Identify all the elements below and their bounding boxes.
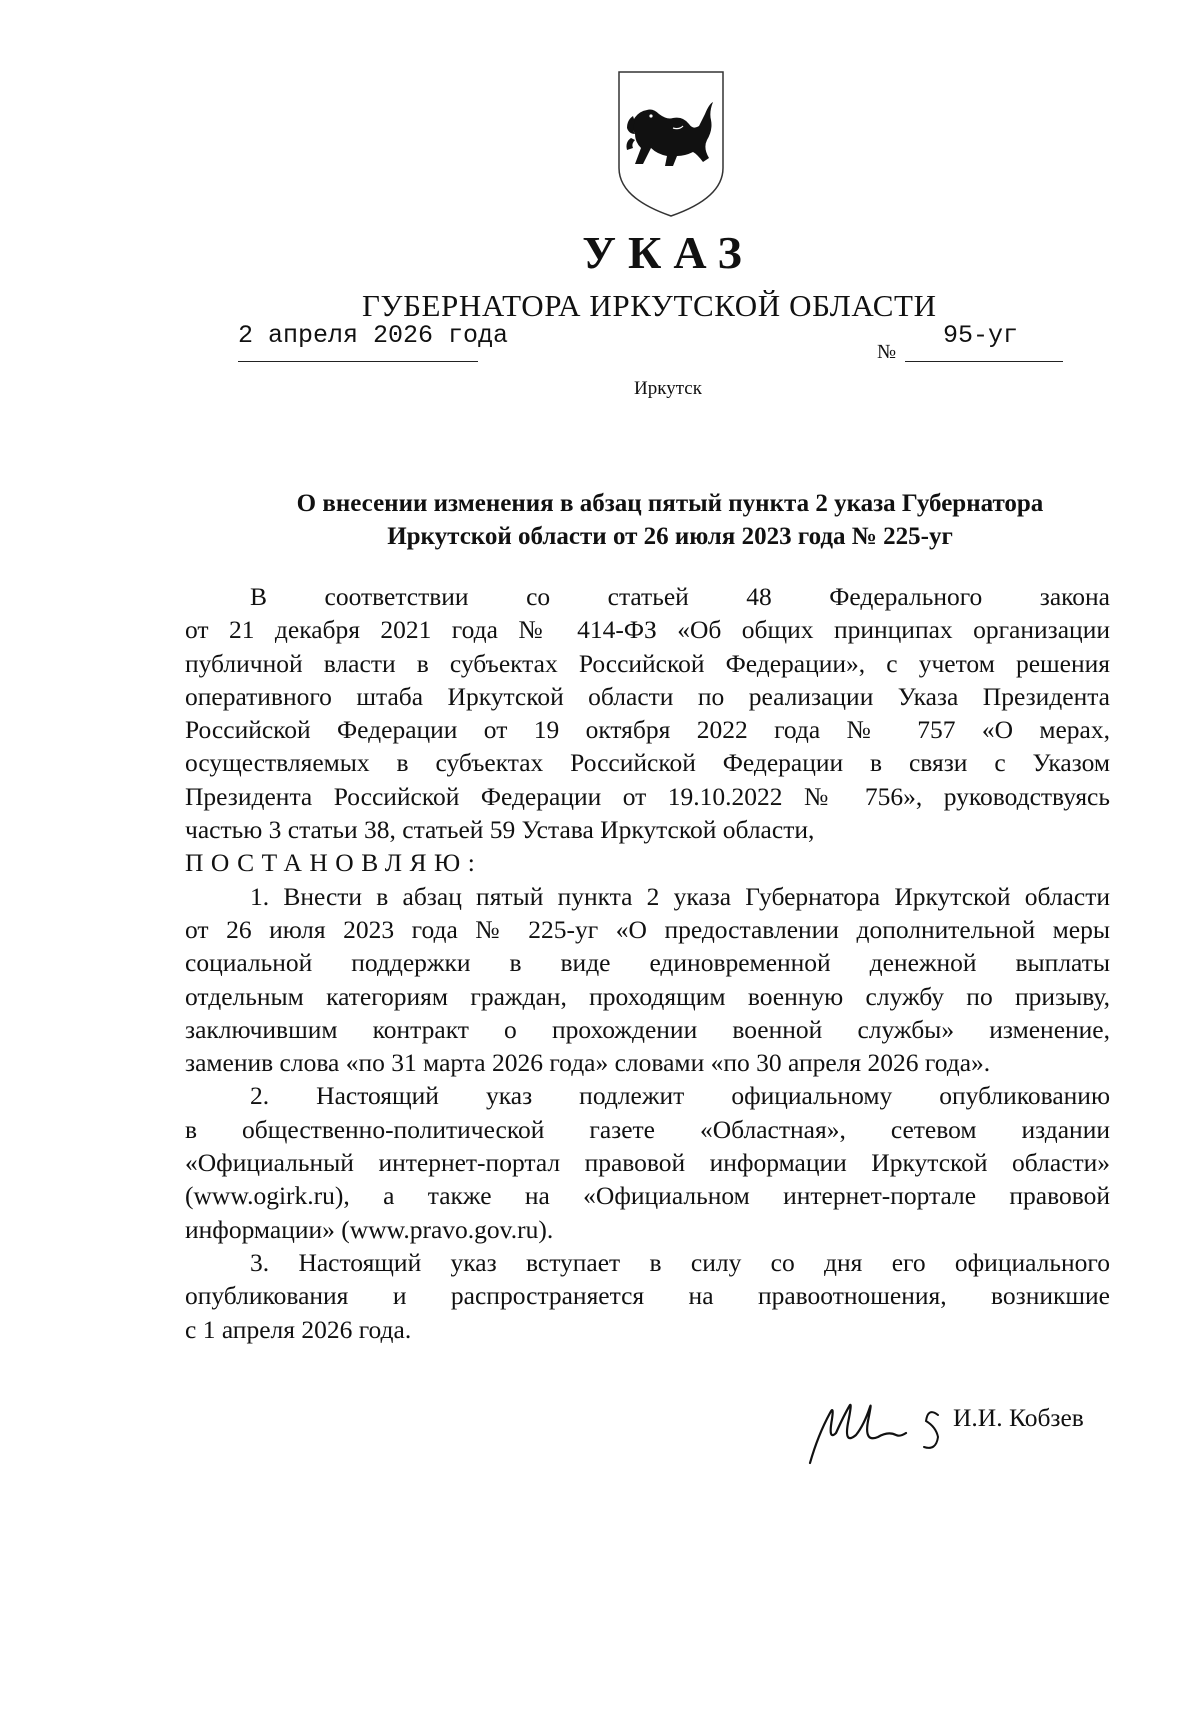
item-line: от 26 июля 2023 года № 225-уг «О предоставлении дополнительной меры [185,914,1110,944]
item-line: с 1 апреля 2026 года. [185,1314,412,1344]
item-line: заключившим контракт о прохождении военной службы» изменение, [185,1014,1110,1044]
item-line: «Официальный интернет-портал правовой информации Иркутской области» [185,1148,1110,1178]
item-line: заменив слова «по 31 марта 2026 года» словами «по 30 апреля 2026 года». [185,1048,991,1078]
item-line: 2. Настоящий указ подлежит официальному опубликованию [250,1081,1110,1111]
item-line: 1. Внести в абзац пятый пункта 2 указа Губернатора Иркутской области [250,881,1110,911]
preamble-line: осуществляемых в субъектах Российской Федерации в связи с Указом [185,748,1110,778]
signatory-name: И.И. Кобзев [953,1403,1084,1432]
item-1 [185,880,1110,1080]
handwritten-signature [800,1385,960,1469]
decree-date: 2 апреля 2026 года [238,321,509,350]
item-line: информации» (www.pravo.gov.ru). [185,1214,554,1244]
decree-date-field [238,321,509,362]
preamble-line: частью 3 статьи 38, статьей 59 Устава Иркутской области, [185,815,815,845]
preamble-line: оперативного штаба Иркутской области по реализации Указа Президента [185,681,1110,711]
preamble-line: В соответствии со статьей 48 Федерального закона [250,582,1110,611]
decree-number-field [905,321,1063,362]
item-line: социальной поддержки в виде единовременной денежной выплаты [185,948,1110,978]
item-line: 3. Настоящий указ вступает в силу со дня его официального [250,1247,1110,1277]
decree-word: ПОСТАНОВЛЯЮ: [185,848,483,878]
irkutsk-coat-of-arms-icon [613,68,729,220]
item-line: опубликования и распространяется на правоотношения, возникшие [185,1281,1110,1311]
item-line: (www.ogirk.ru), а также на «Официальном интернет-портале правовой [185,1181,1110,1211]
decree-body [185,580,1110,1346]
preamble-line: публичной власти в субъектах Российской Федерации», с учетом решения [185,648,1110,678]
preamble-line: Президента Российской Федерации от 19.10.2022 № 756», руководствуясь [185,781,1110,811]
subject-line-1: О внесении изменения в абзац пятый пункта 2 указа Губернатора [296,490,1044,517]
item-3 [185,1246,1110,1346]
decree-title: УКАЗ [582,227,754,278]
item-2 [185,1079,1110,1245]
issuer-title: ГУБЕРНАТОРА ИРКУТСКОЙ ОБЛАСТИ [362,288,937,323]
preamble-line: от 21 декабря 2021 года № 414-ФЗ «Об общих принципах организации [185,615,1110,645]
preamble [185,580,1110,846]
number-label: № [877,341,897,363]
subject-line-2: Иркутской области от 26 июля 2023 года № 225-уг [387,523,953,550]
item-line: в общественно-политической газете «Областная», сетевом издании [185,1114,1110,1144]
signature-block [800,1385,1120,1475]
decree-subject [190,487,1150,553]
preamble-line: Российской Федерации от 19 октября 2022 года № 757 «О мерах, [185,715,1110,745]
city-name: Иркутск [634,378,702,399]
item-line: отдельным категориям граждан, проходящим военную службу по призыву, [185,981,1110,1011]
decree-number: 95-уг [943,321,1019,350]
